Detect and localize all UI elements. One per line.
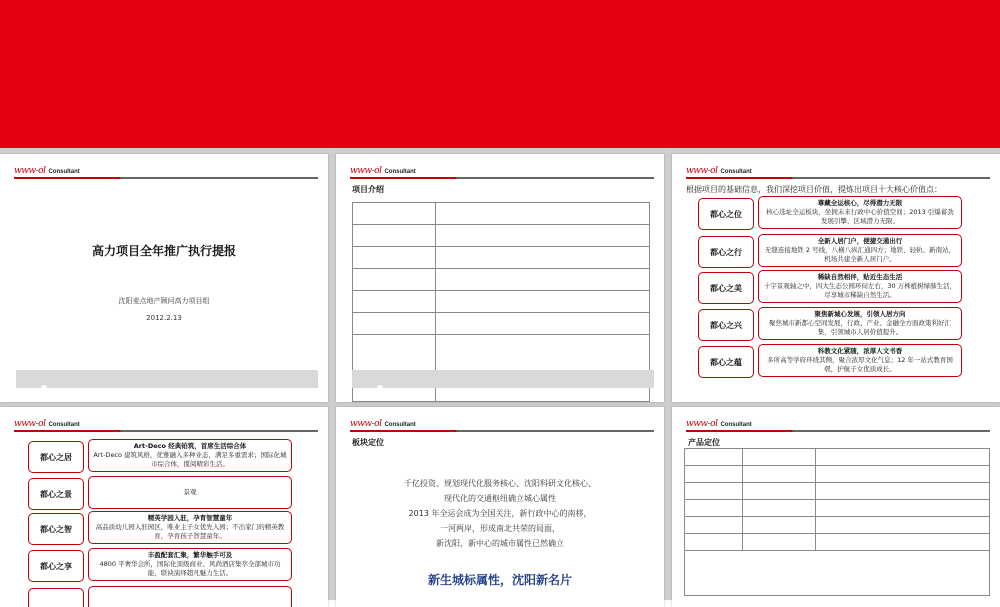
value-label: 都心之美 bbox=[698, 272, 754, 304]
footer-bar bbox=[16, 370, 318, 388]
value-description-partial bbox=[88, 586, 292, 607]
slide-5-thumbnail[interactable] bbox=[336, 407, 664, 607]
value-label-partial bbox=[28, 588, 84, 607]
header-rule bbox=[686, 430, 990, 432]
value-description: Art-Deco 经典铂筑，首席生活综合体 Art-Deco 建筑风格，优雅融入多种业态，满足多重需求；国际化城市综合体，揽阅精彩生活。 bbox=[88, 439, 292, 472]
slide-1-thumbnail[interactable] bbox=[0, 154, 328, 402]
positioning-text: 千亿投资、规划现代化服务核心、沈阳科研文化核心、 现代化的交通枢纽确立城心属性 2013 年全运会成为全国关注，新行政中心的南移， 一河两岸，形成南北共荣的局面， 新沈阳，新中心的城市属性已然确立 bbox=[404, 479, 596, 548]
value-description: 稀缺自然相伴，贴近生态生活 十字景观轴之中，四大生态公园环伺左右，30 万株植树绿肺生活，尽享城市稀缺自然生活。 bbox=[758, 270, 962, 303]
company-logo: www-ol Consultant bbox=[686, 166, 752, 176]
company-logo: www-ol Consultant bbox=[14, 166, 80, 176]
slide-title: 高力项目全年推广执行提报 bbox=[91, 244, 236, 258]
header-rule bbox=[350, 430, 654, 432]
value-label: 都心之蕴 bbox=[698, 346, 754, 378]
value-description: 聚焦新城心发展，引领人居方向 聚焦城市新都心空间发展，行政、产业、金融全方面政策利好汇集，引领城市人居价值提升。 bbox=[758, 307, 962, 340]
value-description: 尊藏全运核心，尽得潜力无限 核心选址全运板块，坐拥未来行政中心价值空间；2013 引爆蓄劲发展引擎，区域潜力无限。 bbox=[758, 196, 962, 229]
value-label: 都心之位 bbox=[698, 198, 754, 230]
value-description: 全新人居门户，便捷交通出行 无缝连接地铁 2 号线，八横八纵汇通四方；地铁、轻轨、新南站，机场共建全新人居门户。 bbox=[758, 234, 962, 267]
slide-heading: 项目介绍 bbox=[352, 185, 384, 194]
slide-4-thumbnail[interactable] bbox=[0, 407, 328, 607]
product-positioning-table bbox=[684, 448, 990, 596]
value-label: 都心之居 bbox=[28, 441, 84, 473]
header-rule bbox=[14, 177, 318, 179]
value-label: 都心之智 bbox=[28, 513, 84, 545]
value-label: 都心之景 bbox=[28, 478, 84, 510]
slide-heading: 板块定位 bbox=[352, 438, 384, 447]
slide-6-thumbnail[interactable] bbox=[672, 407, 1000, 607]
intro-text: 根据项目的基础信息，我们深挖项目价值，提炼出项目十大核心价值点： bbox=[686, 185, 942, 194]
header-rule bbox=[686, 177, 990, 179]
company-logo: www-ol Consultant bbox=[686, 419, 752, 429]
slide-3-thumbnail[interactable] bbox=[672, 154, 1000, 402]
slide-2-thumbnail[interactable] bbox=[336, 154, 664, 402]
slide-org: 沈阳麦点地产顾问高力项目组 bbox=[118, 297, 210, 305]
value-description: 景观 bbox=[88, 476, 292, 509]
company-logo: www-ol Consultant bbox=[350, 419, 416, 429]
header-rule bbox=[14, 430, 318, 432]
value-label: 都心之享 bbox=[28, 550, 84, 582]
value-description: 丰盈配套汇集，繁华触手可及 4800 平奢华会所，国际化顶级商业、风尚酒店集萃全部城市功能，联袂演绎超凡魅力生活。 bbox=[88, 548, 292, 581]
value-label: 都心之兴 bbox=[698, 309, 754, 341]
slide-sorter bbox=[0, 148, 1000, 600]
header-rule bbox=[350, 177, 654, 179]
company-logo: www-ol Consultant bbox=[350, 166, 416, 176]
value-description: 科教文化紧随，浓厚人文书香 多所高等学府环绕其侧，聚合浓厚文化气息；12 年一站式教育国毂，护航子女优质成长。 bbox=[758, 344, 962, 377]
value-description: 精英学园入驻，孕育智慧童年 高品质幼儿园入驻园区，唯业主子女优先入园；不出家门的精英教育，孕育孩子智慧童年。 bbox=[88, 511, 292, 544]
value-label: 都心之行 bbox=[698, 236, 754, 268]
company-logo: www-ol Consultant bbox=[14, 419, 80, 429]
footer-bar bbox=[352, 370, 654, 388]
slide-heading: 产品定位 bbox=[688, 438, 720, 447]
tagline: 新生城标属性，沈阳新名片 bbox=[427, 573, 572, 587]
top-banner bbox=[0, 0, 1000, 148]
slide-date: 2012.2.13 bbox=[146, 314, 182, 322]
